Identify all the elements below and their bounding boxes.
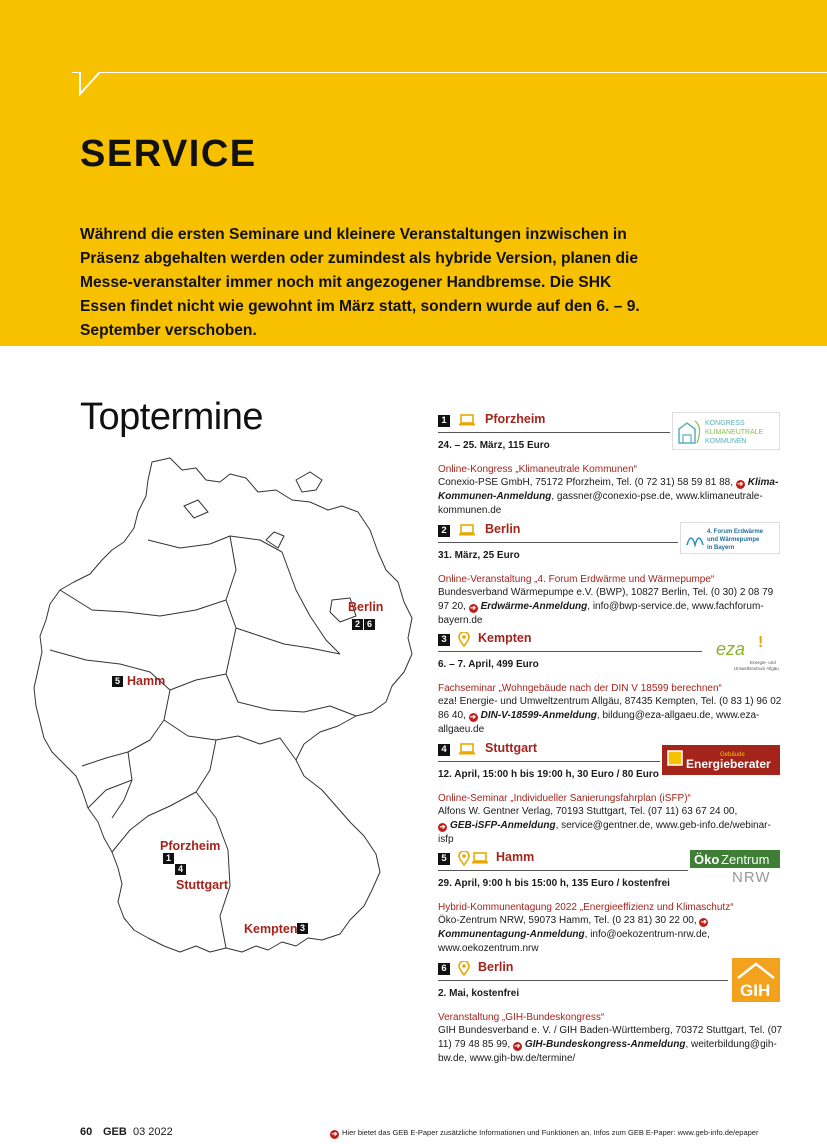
event-date: 29. April, 9:00 h bis 15:00 h, 135 Euro / kostenfrei <box>438 878 670 889</box>
event-date: 24. – 25. März, 115 Euro <box>438 440 550 451</box>
svg-text:4. Forum Erdwärme: 4. Forum Erdwärme <box>707 529 764 535</box>
event-details: GIH Bundesverband e. V. / GIH Baden-Württemberg, 70372 Stuttgart, Tel. (07 11) 79 48 85 99, ➔ GIH-Bundeskongress-Anmeldung, weiterbildung@gih-bw.de, www.gih-bw.de/termine/ <box>438 1025 783 1064</box>
event-number: 1 <box>438 415 450 427</box>
event-name: Hybrid-Kommunentagung 2022 „Energieeffizienz und Klimaschutz“ <box>438 902 734 913</box>
page-number: 60 <box>80 1126 93 1138</box>
divider <box>438 980 728 981</box>
map-label-stuttgart: Stuttgart <box>176 878 229 892</box>
arrow-icon: ➔ <box>331 1131 338 1138</box>
speech-notch-icon <box>72 72 827 96</box>
event-number: 5 <box>438 853 450 865</box>
svg-text:!: ! <box>758 634 764 651</box>
svg-text:Energie- und: Energie- und <box>750 660 776 665</box>
map-label-berlin: Berlin <box>348 600 384 614</box>
registration-link[interactable]: DIN-V-18599-Anmeldung <box>480 710 597 721</box>
divider <box>438 870 688 871</box>
event-details: Alfons W. Gentner Verlag, 70193 Stuttgart, Tel. (07 11) 63 67 24 00, ➔ GEB-iSFP-Anmeldung, service@gentner.de, www.geb-info.de/webinar-isfp <box>438 806 771 845</box>
logo-oekozentrum <box>690 850 780 884</box>
event-date: 31. März, 25 Euro <box>438 550 520 561</box>
event-city: Kempten <box>478 631 532 645</box>
arrow-icon: ➔ <box>700 919 707 926</box>
event-city: Hamm <box>496 850 535 864</box>
event-name: Veranstaltung „GIH-Bundeskongress“ <box>438 1012 605 1023</box>
map-badge-6: 6 <box>364 619 375 630</box>
svg-text:Energieberater: Energieberater <box>686 757 771 771</box>
svg-text:KLIMANEUTRALE: KLIMANEUTRALE <box>705 429 764 436</box>
island-shape <box>296 472 322 492</box>
event-number: 6 <box>438 963 450 975</box>
divider <box>438 542 678 543</box>
event-number: 4 <box>438 744 450 756</box>
map-badge-2: 2 <box>352 619 363 630</box>
event-date: 6. – 7. April, 499 Euro <box>438 659 539 670</box>
map-label-hamm: Hamm <box>127 674 166 688</box>
event-name: Online-Kongress „Klimaneutrale Kommunen“ <box>438 464 637 475</box>
event-item <box>438 848 784 956</box>
event-city: Berlin <box>485 522 521 536</box>
map-badge-1: 1 <box>163 853 174 864</box>
event-number: 3 <box>438 634 450 646</box>
arrow-icon: ➔ <box>737 481 744 488</box>
event-name: Online-Seminar „Individueller Sanierungsfahrplan (iSFP)“ <box>438 793 691 804</box>
event-name: Online-Veranstaltung „4. Forum Erdwärme und Wärmepumpe“ <box>438 574 715 585</box>
location-pin-icon <box>458 632 470 647</box>
issue-number: 03 2022 <box>133 1126 173 1138</box>
laptop-icon <box>458 413 476 427</box>
laptop-icon <box>471 851 489 865</box>
logo-kongress <box>672 412 780 450</box>
map-badge-3: 3 <box>297 923 308 934</box>
event-item <box>438 520 784 628</box>
svg-text:KOMMUNEN: KOMMUNEN <box>705 438 747 445</box>
divider <box>438 432 670 433</box>
epaper-note: ➔ Hier bietet das GEB E-Paper zusätzliche Informationen und Funktionen an. Infos zum GEB E-Paper: www.geb-info.de/epaper <box>331 1128 759 1138</box>
event-date: 2. Mai, kostenfrei <box>438 988 520 999</box>
location-pin-icon <box>458 851 470 866</box>
intro-text: Während die ersten Seminare und kleinere Veranstaltungen inzwischen in Präsenz abgehalten werden oder zumindest als hybride Version, planen die Messe-veranstalter immer noch mit angezogener Handbremse. Die SHK Essen findet nicht wie gewohnt im März statt, sondern wurde auf den 6. – 9. September verschoben. <box>80 226 640 339</box>
svg-text:KONGRESS: KONGRESS <box>705 420 745 427</box>
logo-gebaeude-energieberater <box>662 745 780 775</box>
location-pin-icon <box>458 961 470 976</box>
event-item <box>438 739 784 847</box>
registration-link[interactable]: Erdwärme-Anmeldung <box>480 601 588 612</box>
logo-eza <box>710 633 780 673</box>
arrow-icon: ➔ <box>470 714 477 721</box>
svg-text:in Bayern: in Bayern <box>707 545 735 551</box>
event-item <box>438 629 784 737</box>
svg-text:GIH: GIH <box>740 981 771 1000</box>
event-name: Fachseminar „Wohngebäude nach der DIN V 18599 berechnen“ <box>438 683 722 694</box>
page-footer <box>0 1122 827 1144</box>
svg-text:eza: eza <box>716 639 746 659</box>
arrow-icon: ➔ <box>439 824 446 831</box>
logo-gih <box>732 958 780 1002</box>
page-title: SERVICE <box>80 133 257 175</box>
map-label-kempten: Kempten <box>244 922 298 936</box>
event-details: Bundesverband Wärmepumpe e.V. (BWP), 10827 Berlin, Tel. (0 30) 2 08 79 97 20, ➔ Erdwärme-Anmeldung, info@bwp-service.de, www.fachforum-bayern.de <box>438 587 774 626</box>
header-banner <box>0 0 827 346</box>
divider <box>438 651 702 652</box>
map-badge-5: 5 <box>112 676 123 687</box>
svg-text:NRW: NRW <box>732 869 771 884</box>
laptop-icon <box>458 523 476 537</box>
event-city: Berlin <box>478 960 514 974</box>
svg-text:und Wärmepumpe: und Wärmepumpe <box>707 537 760 543</box>
event-details: eza! Energie- und Umweltzentrum Allgäu, 87435 Kempten, Tel. (0 83 1) 96 02 86 40, ➔ DIN-V-18599-Anmeldung, bildung@eza-allgaeu.de, www.eza-allgaeu.de <box>438 696 782 735</box>
event-date: 12. April, 15:00 h bis 19:00 h, 30 Euro / 80 Euro <box>438 769 659 780</box>
map-label-pforzheim: Pforzheim <box>160 839 221 853</box>
magazine-name: GEB <box>103 1126 127 1138</box>
svg-text:Umweltzentrum Allgäu: Umweltzentrum Allgäu <box>734 666 779 671</box>
svg-text:Zentrum: Zentrum <box>721 852 770 867</box>
arrow-icon: ➔ <box>514 1043 521 1050</box>
svg-text:Öko: Öko <box>694 852 720 867</box>
event-city: Pforzheim <box>485 412 546 426</box>
svg-text:Gebäude: Gebäude <box>720 752 745 758</box>
event-details: Conexio-PSE GmbH, 75172 Pforzheim, Tel. (0 72 31) 58 59 81 88, ➔ Klima-Kommunen-Anmeldung, gassner@conexio-pse.de, www.klimaneutrale-kommunen.de <box>438 477 779 516</box>
registration-link[interactable]: GEB-iSFP-Anmeldung <box>450 820 556 831</box>
registration-link[interactable]: GIH-Bundeskongress-Anmeldung <box>524 1039 686 1050</box>
logo-forum <box>680 522 780 554</box>
event-details: Öko-Zentrum NRW, 59073 Hamm, Tel. (0 23 81) 30 22 00, ➔Kommunentagung-Anmeldung, info@oekozentrum-nrw.de, www.oekozentrum.nrw <box>438 915 710 954</box>
arrow-icon: ➔ <box>470 605 477 612</box>
event-number: 2 <box>438 525 450 537</box>
divider <box>438 761 660 762</box>
event-item <box>438 410 784 518</box>
registration-link[interactable]: Kommunentagung-Anmeldung <box>438 929 585 940</box>
event-city: Stuttgart <box>485 741 538 755</box>
section-title: Toptermine <box>80 396 263 438</box>
map-badge-4: 4 <box>175 864 186 875</box>
event-item <box>438 958 784 1066</box>
laptop-icon <box>458 742 476 756</box>
registration-link[interactable]: Klima-Kommunen-Anmeldung <box>438 477 779 502</box>
germany-map <box>20 440 420 1090</box>
